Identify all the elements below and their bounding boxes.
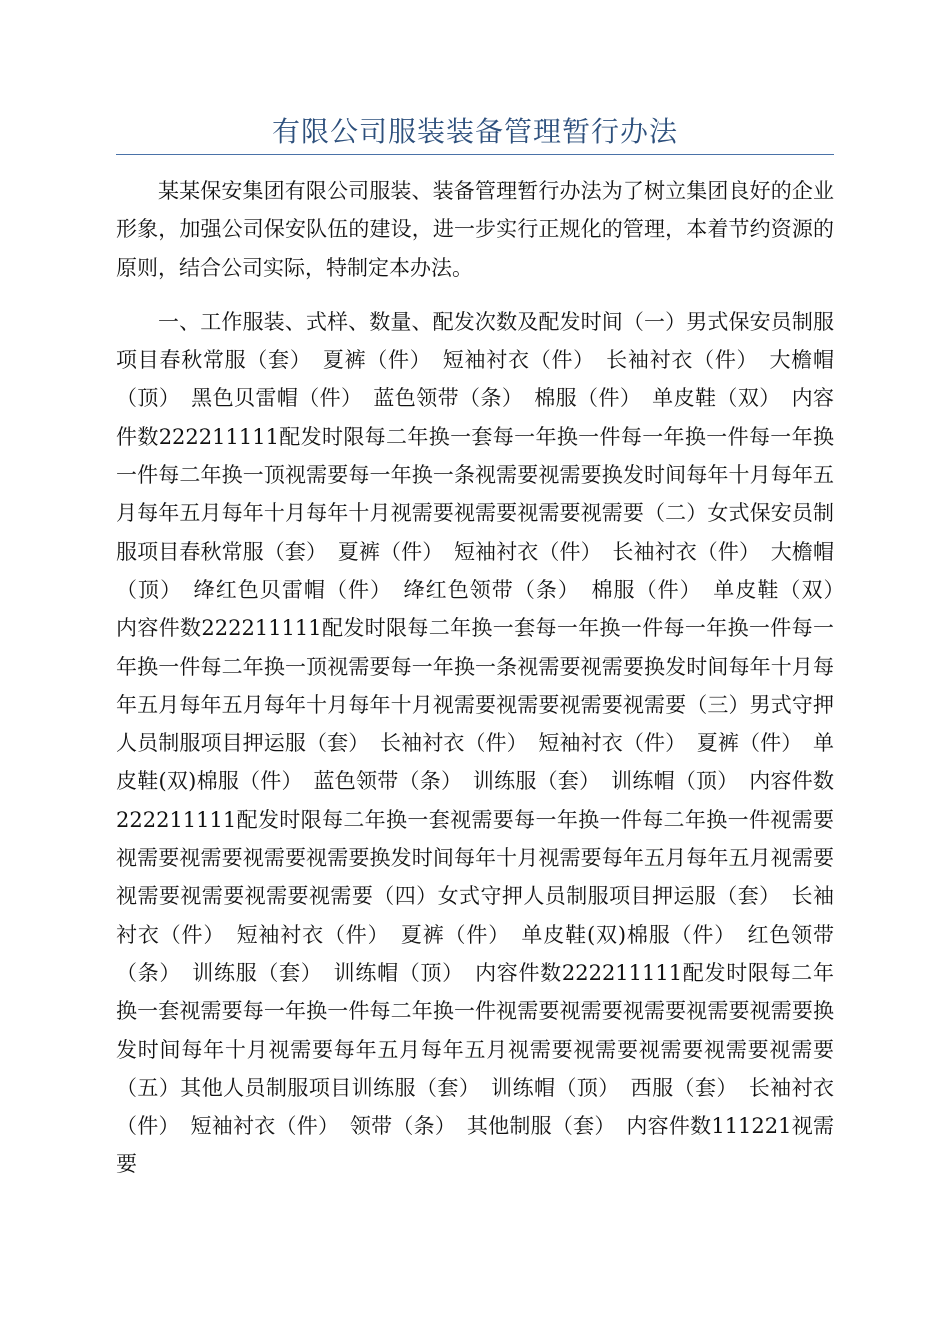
section-one-paragraph: 一、工作服装、式样、数量、配发次数及配发时间（一）男式保安员制服项目春秋常服（套） 夏裤（件） 短袖衬衣（件） 长袖衬衣（件） 大檐帽（顶） 黑色贝雷帽（件） 蓝色领带（条） 棉服（件） 单皮鞋（双） 内容件数222211111配发时限每二年换一套每一年换一件每一年换一件每一年换一件每二年换一顶视需要每一年换一条视需要视需要换发时间每年十月每年五月每年五月每年十月每年十月视需要视需要视需要视需要（二）女式保安员制服项目春秋常服（套） 夏裤（件） 短袖衬衣（件） 长袖衬衣（件） 大檐帽（顶） 绛红色贝雷帽（件） 绛红色领带（条） 棉服（件） 单皮鞋（双） 内容件数222211111配发时限每二年换一套每一年换一件每一年换一件每一年换一件每二年换一顶视需要每一年换一条视需要视需要换发时间每年十月每年五月每年五月每年十月每年十月视需要视需要视需要视需要（三）男式守押人员制服项目押运服（套） 长袖衬衣（件） 短袖衬衣（件） 夏裤（件） 单皮鞋(双)棉服（件） 蓝色领带（条） 训练服（套） 训练帽（顶） 内容件数222211111配发时限每二年换一套视需要每一年换一件每二年换一件视需要视需要视需要视需要视需要换发时间每年十月视需要每年五月每年五月视需要视需要视需要视需要视需要（四）女式守押人员制服项目押运服（套） 长袖衬衣（件） 短袖衬衣（件） 夏裤（件） 单皮鞋(双)棉服（件） 红色领带（条） 训练服（套） 训练帽（顶） 内容件数222211111配发时限每二年换一套视需要每一年换一件每二年换一件视需要视需要视需要视需要视需要换发时间每年十月视需要每年五月每年五月视需要视需要视需要视需要视需要（五）其他人员制服项目训练服（套） 训练帽（顶） 西服（套） 长袖衬衣（件） 短袖衬衣（件） 领带（条） 其他制服（套） 内容件数111221视需要 [116, 309, 855, 1177]
document-title: 有限公司服装装备管理暂行办法 [271, 115, 678, 148]
intro-paragraph: 某某保安集团有限公司服装、装备管理暂行办法为了树立集团良好的企业形象，加强公司保安队伍的建设，进一步实行正规化的管理，本着节约资源的原则，结合公司实际，特制定本办法。 [116, 179, 834, 280]
document-body [116, 172, 855, 1200]
title-underline [116, 154, 834, 155]
